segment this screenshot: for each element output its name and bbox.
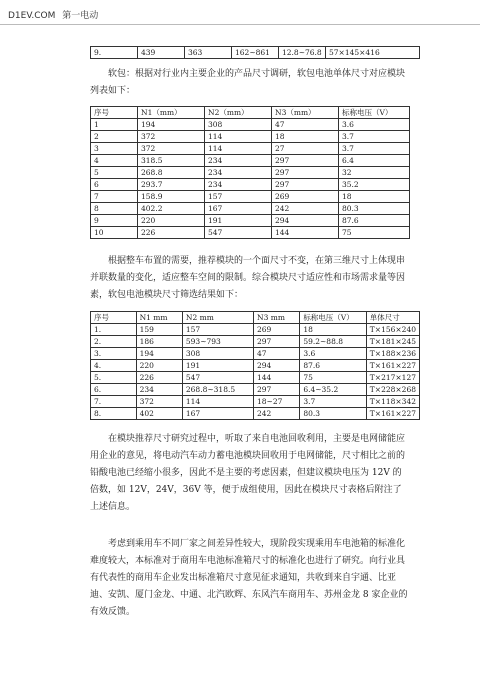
table-cell: 3 xyxy=(91,143,138,155)
table-cell: 9 xyxy=(91,215,138,227)
column-header: N2 mm xyxy=(182,312,253,324)
table-cell: 242 xyxy=(272,203,339,215)
table-cell: 18 xyxy=(300,324,366,336)
table-cell: 297 xyxy=(254,384,300,396)
table-cell: 226 xyxy=(136,372,182,384)
table-cell: 6. xyxy=(91,384,137,396)
table-cell: 372 xyxy=(138,143,205,155)
column-header: N3（mm） xyxy=(272,107,339,119)
table-cell: 167 xyxy=(182,408,253,420)
table-cell: 372 xyxy=(138,131,205,143)
table-cell: 5 xyxy=(91,167,138,179)
column-header: N3 mm xyxy=(254,312,300,324)
table-cell: 269 xyxy=(272,191,339,203)
table-row xyxy=(91,396,420,408)
table-cell: 226 xyxy=(138,227,205,239)
table-cell: T×181×245 xyxy=(366,336,419,348)
table-cell: 363 xyxy=(185,47,232,59)
table-cell: T×217×127 xyxy=(366,372,419,384)
table-cell: 4 xyxy=(91,155,138,167)
table-cell: 6 xyxy=(91,179,138,191)
table-cell: 402.2 xyxy=(138,203,205,215)
column-header: 标称电压（V） xyxy=(339,107,410,119)
table-cell: 372 xyxy=(136,396,182,408)
table-cell: 2. xyxy=(91,336,137,348)
table-cell: 6.4~35.2 xyxy=(300,384,366,396)
table-cell: 268.8 xyxy=(138,167,205,179)
table-row xyxy=(91,360,420,372)
table-cell: T×188×236 xyxy=(366,348,419,360)
table-row xyxy=(91,119,410,131)
table-cell: 6.4 xyxy=(339,155,410,167)
brand-name: 第一电动 xyxy=(62,11,99,21)
table-cell: 294 xyxy=(254,360,300,372)
table-cell: 10 xyxy=(91,227,138,239)
table-cell: 297 xyxy=(272,179,339,191)
table-cell: 3.7 xyxy=(300,396,366,408)
table-row xyxy=(91,191,410,203)
table-cell: T×161×227 xyxy=(366,408,419,420)
table-cell: T×118×342 xyxy=(366,396,419,408)
table-cell: 114 xyxy=(182,396,253,408)
site-logo-text: D1EV.COM xyxy=(8,11,56,21)
table-cell: 1 xyxy=(91,119,138,131)
softpack-module-screening-table xyxy=(90,311,420,420)
table-row xyxy=(91,372,420,384)
column-header: N1（mm） xyxy=(138,107,205,119)
table-cell: 234 xyxy=(205,167,272,179)
table-cell: 8. xyxy=(91,408,137,420)
table-cell: 194 xyxy=(138,119,205,131)
table-cell: 1. xyxy=(91,324,137,336)
table-cell: 157 xyxy=(182,324,253,336)
table-cell: 18 xyxy=(339,191,410,203)
table-cell: 297 xyxy=(272,155,339,167)
table-cell: 7. xyxy=(91,396,137,408)
table-cell: T×161×227 xyxy=(366,360,419,372)
table-cell: 234 xyxy=(136,384,182,396)
table-cell: 402 xyxy=(136,408,182,420)
table-cell: 27 xyxy=(272,143,339,155)
table-cell: 308 xyxy=(182,348,253,360)
table-cell: 158.9 xyxy=(138,191,205,203)
table-row xyxy=(91,131,410,143)
table-cell: 162~861 xyxy=(232,47,279,59)
table-cell: 547 xyxy=(205,227,272,239)
table-cell: 220 xyxy=(138,215,205,227)
table-cell: 194 xyxy=(136,348,182,360)
table-cell: 114 xyxy=(205,143,272,155)
table-cell: 3.7 xyxy=(339,131,410,143)
table-cell: 269 xyxy=(254,324,300,336)
column-header: 单体尺寸 xyxy=(366,312,419,324)
table-cell: 2 xyxy=(91,131,138,143)
table-cell: 3.6 xyxy=(300,348,366,360)
table-cell: 191 xyxy=(182,360,253,372)
table-row xyxy=(91,384,420,396)
column-header: 标称电压（V） xyxy=(300,312,366,324)
table-cell: 59.2~88.8 xyxy=(300,336,366,348)
table-cell: 167 xyxy=(205,203,272,215)
table-cell: T×156×240 xyxy=(366,324,419,336)
paragraph-softpack-intro: 软包：根据对行业内主要企业的产品尺寸调研，软包电池单体尺寸对应模块列表如下： xyxy=(90,69,406,96)
table-cell: 18 xyxy=(272,131,339,143)
table-row xyxy=(91,203,410,215)
table-cell: 75 xyxy=(300,372,366,384)
table-cell: 294 xyxy=(272,215,339,227)
table-cell: 3.7 xyxy=(339,143,410,155)
table-cell: 3.6 xyxy=(339,119,410,131)
table-cell: 144 xyxy=(272,227,339,239)
table-row xyxy=(91,324,420,336)
table-cell: T×228×268 xyxy=(366,384,419,396)
table-cell: 47 xyxy=(272,119,339,131)
table-cell: 9. xyxy=(91,47,138,59)
page-header xyxy=(8,8,98,21)
table-cell: 234 xyxy=(205,155,272,167)
table-row xyxy=(91,179,410,191)
column-header: 序号 xyxy=(91,312,137,324)
table-cell: 593~793 xyxy=(182,336,253,348)
header-divider xyxy=(0,24,480,25)
table-cell: 18~27 xyxy=(254,396,300,408)
table-cell: 4. xyxy=(91,360,137,372)
column-header: N1 mm xyxy=(136,312,182,324)
table-cell: 318.5 xyxy=(138,155,205,167)
table-cell: 8 xyxy=(91,203,138,215)
table-cell: 157 xyxy=(205,191,272,203)
paragraph-commercial-vehicle: 考虑到乘用车不同厂家之间差异性较大，现阶段实现乘用车电池箱的标准化难度较大，本标准对于商用车电池标准箱尺寸的标准化也进行了研究。向行业具有代表性的商用车企业发出标准箱尺寸意见征求通知，共收到来自宇通、比亚迪、安凯、厦门金龙、中通、北汽欧辉、东风汽车商用车、苏州金龙 8 家企业的有效反馈。 xyxy=(90,539,408,617)
table-row xyxy=(91,155,410,167)
table-cell: 80.3 xyxy=(339,203,410,215)
table-cell: 75 xyxy=(339,227,410,239)
table-cell: 297 xyxy=(272,167,339,179)
table-header-row xyxy=(91,312,420,324)
table-row xyxy=(91,143,410,155)
table-cell: 186 xyxy=(136,336,182,348)
table-cell: 220 xyxy=(136,360,182,372)
table-row xyxy=(91,47,420,59)
table-cell: 12.8~76.8 xyxy=(279,47,326,59)
column-header: N2（mm） xyxy=(205,107,272,119)
table-row xyxy=(91,348,420,360)
table-cell: 234 xyxy=(205,179,272,191)
paragraph-recycling-note: 在模块推荐尺寸研究过程中，听取了来自电池回收利用，主要是电网储能应用企业的意见，将电动汽车动力蓄电池模块回收用于电网储能，尺寸相比之前的铅酸电池已经缩小很多，因此不是主要的考虑因素，但建议模块电压为 12V 的倍数，如 12V，24V，36V 等，便于成组使用，因此在模块尺寸表格后附注了上述信息。 xyxy=(90,434,406,512)
softpack-module-size-table xyxy=(90,106,410,239)
table-row xyxy=(91,167,410,179)
table-cell: 159 xyxy=(136,324,182,336)
continued-table xyxy=(90,46,420,59)
table-cell: 293.7 xyxy=(138,179,205,191)
table-cell: 5. xyxy=(91,372,137,384)
table-row xyxy=(91,336,420,348)
table-cell: 47 xyxy=(254,348,300,360)
table-cell: 242 xyxy=(254,408,300,420)
table-cell: 80.3 xyxy=(300,408,366,420)
table-cell: 268.8~318.5 xyxy=(182,384,253,396)
table-cell: 7 xyxy=(91,191,138,203)
table-cell: 87.6 xyxy=(339,215,410,227)
table-cell: 308 xyxy=(205,119,272,131)
table-header-row xyxy=(91,107,410,119)
table-cell: 87.6 xyxy=(300,360,366,372)
column-header: 序号 xyxy=(91,107,138,119)
table-cell: 439 xyxy=(138,47,185,59)
table-cell: 3. xyxy=(91,348,137,360)
table-cell: 114 xyxy=(205,131,272,143)
table-row xyxy=(91,408,420,420)
table-cell: 32 xyxy=(339,167,410,179)
table-cell: 191 xyxy=(205,215,272,227)
table-cell: 547 xyxy=(182,372,253,384)
table-cell: 297 xyxy=(254,336,300,348)
table-row xyxy=(91,227,410,239)
table-cell: 35.2 xyxy=(339,179,410,191)
table-cell: 144 xyxy=(254,372,300,384)
paragraph-module-selection: 根据整车布置的需要，推荐模块的一个面尺寸不变，在第三维尺寸上体现串并联数量的变化，适应整车空间的限制。综合模块尺寸适应性和市场需求量等因素，软包电池模块尺寸筛选结果如下： xyxy=(90,256,406,300)
table-cell: 57×145×416 xyxy=(326,47,420,59)
table-row xyxy=(91,215,410,227)
